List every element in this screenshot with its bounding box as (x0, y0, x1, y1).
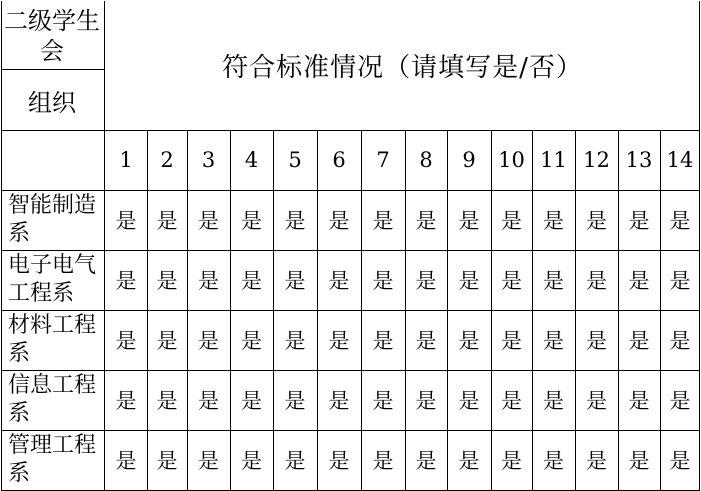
compliance-cell[interactable]: 是 (156, 389, 178, 413)
compliance-cell[interactable]: 是 (501, 329, 522, 353)
compliance-cell[interactable]: 是 (241, 209, 262, 233)
corner-label-bottom: 组织 (28, 88, 76, 117)
compliance-cell[interactable]: 是 (501, 209, 522, 233)
compliance-cell[interactable]: 是 (586, 449, 607, 473)
compliance-cell[interactable]: 是 (372, 449, 394, 473)
compliance-cell[interactable]: 是 (241, 389, 262, 413)
row-department-label: 管理工程系 (8, 433, 97, 486)
compliance-cell[interactable]: 是 (458, 209, 480, 233)
column-number-6: 6 (332, 148, 346, 172)
compliance-cell[interactable]: 是 (586, 329, 607, 353)
compliance-cell[interactable]: 是 (115, 329, 137, 353)
compliance-cell[interactable]: 是 (328, 449, 350, 473)
column-number-5: 5 (288, 148, 302, 172)
compliance-cell[interactable]: 是 (543, 269, 564, 293)
compliance-cell[interactable]: 是 (284, 329, 306, 353)
compliance-cell[interactable]: 是 (628, 269, 650, 293)
compliance-cell[interactable]: 是 (241, 269, 262, 293)
compliance-cell[interactable]: 是 (543, 329, 564, 353)
column-number-14: 14 (666, 148, 694, 172)
compliance-cell[interactable]: 是 (415, 269, 437, 293)
column-number-8: 8 (419, 148, 433, 172)
compliance-cell[interactable]: 是 (669, 389, 691, 413)
column-number-13: 13 (625, 148, 653, 172)
compliance-cell[interactable]: 是 (586, 269, 607, 293)
compliance-cell[interactable]: 是 (543, 389, 564, 413)
compliance-cell[interactable]: 是 (415, 449, 437, 473)
compliance-cell[interactable]: 是 (284, 449, 306, 473)
compliance-cell[interactable]: 是 (241, 329, 262, 353)
compliance-cell[interactable]: 是 (284, 389, 306, 413)
compliance-cell[interactable]: 是 (115, 269, 137, 293)
compliance-cell[interactable]: 是 (372, 389, 394, 413)
compliance-cell[interactable]: 是 (501, 389, 522, 413)
compliance-cell[interactable]: 是 (669, 209, 691, 233)
column-number-2: 2 (160, 148, 174, 172)
grid-line-corner-divider (1, 69, 104, 70)
compliance-cell[interactable]: 是 (198, 209, 219, 233)
compliance-cell[interactable]: 是 (543, 449, 564, 473)
compliance-cell[interactable]: 是 (415, 329, 437, 353)
compliance-cell[interactable]: 是 (669, 329, 691, 353)
compliance-cell[interactable]: 是 (543, 209, 564, 233)
compliance-cell[interactable]: 是 (372, 269, 394, 293)
column-number-7: 7 (376, 148, 390, 172)
column-number-1: 1 (119, 148, 133, 172)
row-department-label: 智能制造系 (8, 193, 97, 246)
column-number-4: 4 (244, 148, 259, 172)
compliance-cell[interactable]: 是 (284, 269, 306, 293)
column-number-11: 11 (540, 148, 567, 172)
compliance-cell[interactable]: 是 (156, 329, 178, 353)
compliance-cell[interactable]: 是 (458, 269, 480, 293)
compliance-cell[interactable]: 是 (628, 449, 650, 473)
compliance-cell[interactable]: 是 (669, 449, 691, 473)
column-number-10: 10 (498, 148, 525, 172)
compliance-cell[interactable]: 是 (372, 209, 394, 233)
compliance-cell[interactable]: 是 (372, 329, 394, 353)
compliance-cell[interactable]: 是 (628, 329, 650, 353)
compliance-cell[interactable]: 是 (198, 389, 219, 413)
column-number-3: 3 (201, 148, 216, 172)
column-number-12: 12 (583, 148, 610, 172)
compliance-cell[interactable]: 是 (458, 449, 480, 473)
table-header-title: 符合标准情况（请填写是/否） (222, 52, 583, 83)
column-number-9: 9 (462, 148, 476, 172)
compliance-cell[interactable]: 是 (415, 209, 437, 233)
compliance-cell[interactable]: 是 (156, 269, 178, 293)
compliance-cell[interactable]: 是 (458, 329, 480, 353)
corner-label-top: 二级学生会 (4, 7, 100, 65)
compliance-cell[interactable]: 是 (669, 269, 691, 293)
compliance-cell[interactable]: 是 (156, 209, 178, 233)
row-department-label: 信息工程系 (8, 373, 97, 426)
compliance-cell[interactable]: 是 (115, 389, 137, 413)
compliance-cell[interactable]: 是 (628, 209, 650, 233)
compliance-cell[interactable]: 是 (198, 449, 219, 473)
compliance-cell[interactable]: 是 (501, 449, 522, 473)
compliance-cell[interactable]: 是 (328, 269, 350, 293)
row-department-label: 材料工程系 (8, 313, 97, 366)
compliance-cell[interactable]: 是 (501, 269, 522, 293)
compliance-cell[interactable]: 是 (115, 209, 137, 233)
compliance-cell[interactable]: 是 (415, 389, 437, 413)
compliance-cell[interactable]: 是 (198, 269, 219, 293)
compliance-cell[interactable]: 是 (328, 209, 350, 233)
compliance-cell[interactable]: 是 (156, 449, 178, 473)
compliance-cell[interactable]: 是 (198, 329, 219, 353)
compliance-cell[interactable]: 是 (458, 389, 480, 413)
compliance-cell[interactable]: 是 (328, 329, 350, 353)
compliance-cell[interactable]: 是 (241, 449, 262, 473)
compliance-cell[interactable]: 是 (586, 209, 607, 233)
compliance-cell[interactable]: 是 (115, 449, 137, 473)
row-department-label: 电子电气工程系 (8, 253, 97, 306)
compliance-cell[interactable]: 是 (328, 389, 350, 413)
compliance-cell[interactable]: 是 (284, 209, 306, 233)
compliance-cell[interactable]: 是 (628, 389, 650, 413)
compliance-cell[interactable]: 是 (586, 389, 607, 413)
